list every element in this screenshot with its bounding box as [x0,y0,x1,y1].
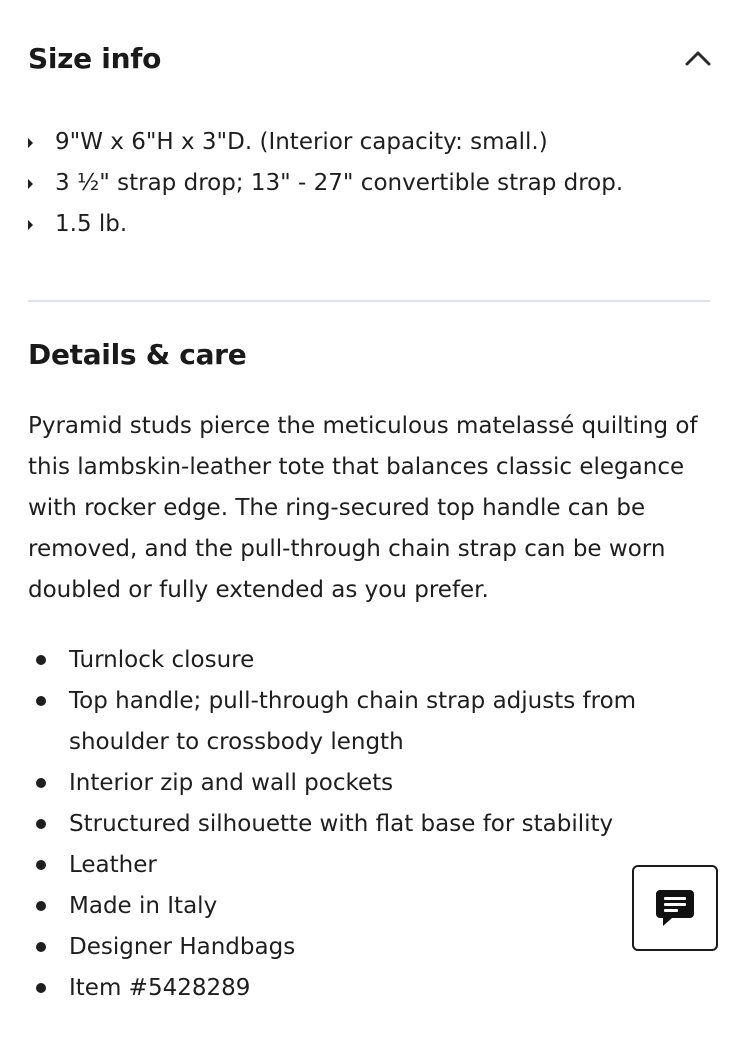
chevron-up-icon [684,49,712,67]
chat-button[interactable] [632,865,718,951]
list-item [28,927,638,968]
detail-text: Turnlock closure [69,647,255,673]
chat-bubble-icon [654,888,696,928]
detail-text: Top handle; pull-through chain strap adjusts from shoulder to crossbody length [69,688,637,755]
size-info-title: Size info [28,41,162,75]
list-item [28,163,710,204]
detail-text: Leather [69,852,157,878]
details-care-header [28,328,710,380]
detail-text: Structured silhouette with flat base for stability [69,811,614,837]
details-care-title: Details & care [28,337,247,371]
size-info-text: 1.5 lb. [55,211,128,237]
size-info-header[interactable] [28,30,710,86]
size-info-text: 3 ½" strap drop; 13" - 27" convertible strap drop. [55,170,624,196]
list-item [28,968,638,1009]
triangle-bullet-icon [28,220,33,230]
bullet-dot-icon [36,819,46,829]
bullet-dot-icon [36,696,46,706]
triangle-bullet-icon [28,138,33,148]
detail-text: Designer Handbags [69,934,296,960]
triangle-bullet-icon [28,179,33,189]
bullet-dot-icon [36,860,46,870]
bullet-dot-icon [36,901,46,911]
collapse-size-info-button[interactable] [678,38,718,78]
detail-text: Made in Italy [69,893,218,919]
list-item [28,886,638,927]
list-item [28,804,638,845]
bullet-dot-icon [36,778,46,788]
size-info-text: 9"W x 6"H x 3"D. (Interior capacity: small.) [55,129,548,155]
bullet-dot-icon [36,942,46,952]
list-item [28,763,638,804]
list-item [28,204,710,245]
list-item [28,122,710,163]
section-divider [28,300,710,302]
size-info-list [28,122,710,245]
list-item [28,640,638,681]
detail-text: Item #5428289 [69,975,251,1001]
detail-text: Interior zip and wall pockets [69,770,394,796]
product-description: Pyramid studs pierce the meticulous matelassé quilting of this lambskin-leather tote that balances classic elegance with rocker edge. The ring-secured top handle can be removed, and the pull-through chain strap can be worn doubled or fully extended as you prefer. [28,413,698,603]
bullet-dot-icon [36,655,46,665]
list-item [28,845,638,886]
list-item [28,681,638,763]
bullet-dot-icon [36,983,46,993]
details-list [28,640,638,1009]
